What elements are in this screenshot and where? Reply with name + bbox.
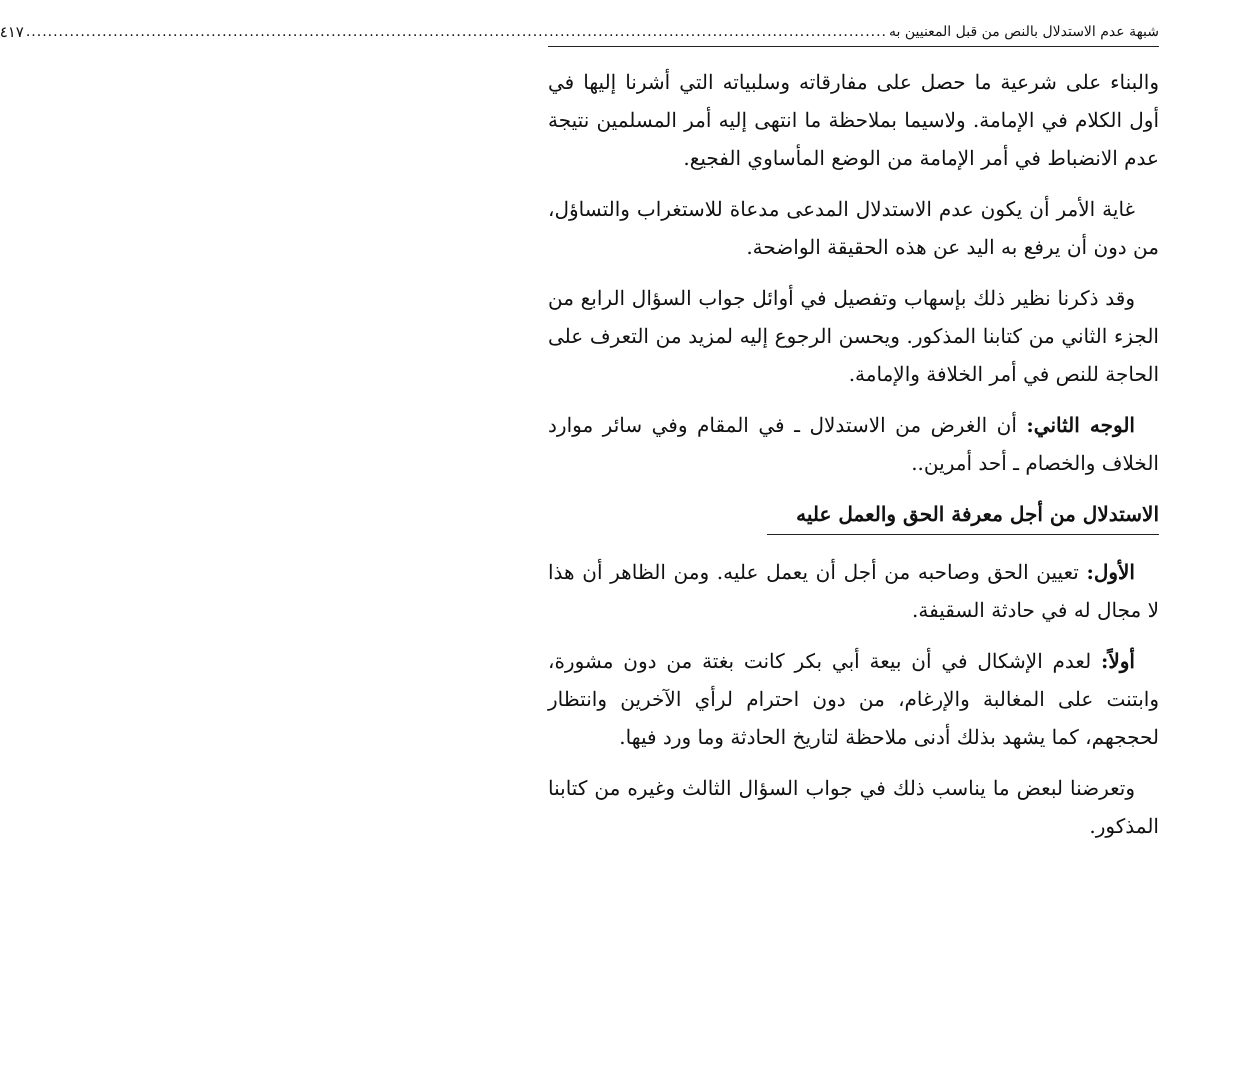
paragraph-4	[548, 406, 1159, 482]
paragraph-5	[548, 553, 1159, 629]
paragraph-7: وتعرضنا لبعض ما يناسب ذلك في جواب السؤال الثالث وغيره من كتابنا المذكور.	[548, 776, 1159, 838]
paragraph-4-lead: الوجه الثاني:	[1026, 413, 1135, 437]
paragraph-3: وقد ذكرنا نظير ذلك بإسهاب وتفصيل في أوائل جواب السؤال الرابع من الجزء الثاني من كتابنا المذكور. ويحسن الرجوع إليه لمزيد من التعرف على الحاجة للنص في أمر الخلافة والإمامة.	[548, 286, 1159, 386]
page-body	[548, 63, 1159, 845]
paragraph-6-text: لعدم الإشكال في أن بيعة أبي بكر كانت بغتة من دون مشورة، وابتنت على المغالبة والإرغام، من دون احترام لرأي الآخرين وانتظار لحججهم، كما يشهد بذلك أدنى ملاحظة لتاريخ الحادثة وما ورد فيها.	[548, 649, 1159, 749]
running-title: شبهة عدم الاستدلال بالنص من قبل المعنيين به	[889, 24, 1159, 40]
paragraph-4-text: أن الغرض من الاستدلال ـ في المقام وفي سائر موارد الخلاف والخصام ـ أحد أمرين..	[548, 413, 1159, 475]
paragraph-5-lead: الأول:	[1086, 560, 1135, 584]
paragraph-5-text: تعيين الحق وصاحبه من أجل أن يعمل عليه. ومن الظاهر أن هذا لا مجال له في حادثة السقيفة.	[548, 560, 1159, 622]
paragraph-1: والبناء على شرعية ما حصل على مفارقاته وسلبياته التي أشرنا إليها في أول الكلام في الإمامة. ولاسيما بملاحظة ما انتهى إليه أمر المسلمين نتيجة عدم الانضباط في أمر الإمامة من الوضع المأساوي الفجيع.	[548, 70, 1159, 170]
page-number: ٤١٧	[0, 23, 24, 41]
leader-dots	[26, 22, 887, 42]
paragraph-2: غاية الأمر أن يكون عدم الاستدلال المدعى مدعاة للاستغراب والتساؤل، من دون أن يرفع به اليد عن هذه الحقيقة الواضحة.	[548, 197, 1159, 259]
running-header	[0, 22, 1159, 47]
book-page	[0, 22, 1159, 1065]
paragraph-6	[548, 642, 1159, 756]
paragraph-6-lead: أولاً:	[1100, 649, 1135, 673]
section-heading: الاستدلال من أجل معرفة الحق والعمل عليه	[767, 498, 1159, 535]
